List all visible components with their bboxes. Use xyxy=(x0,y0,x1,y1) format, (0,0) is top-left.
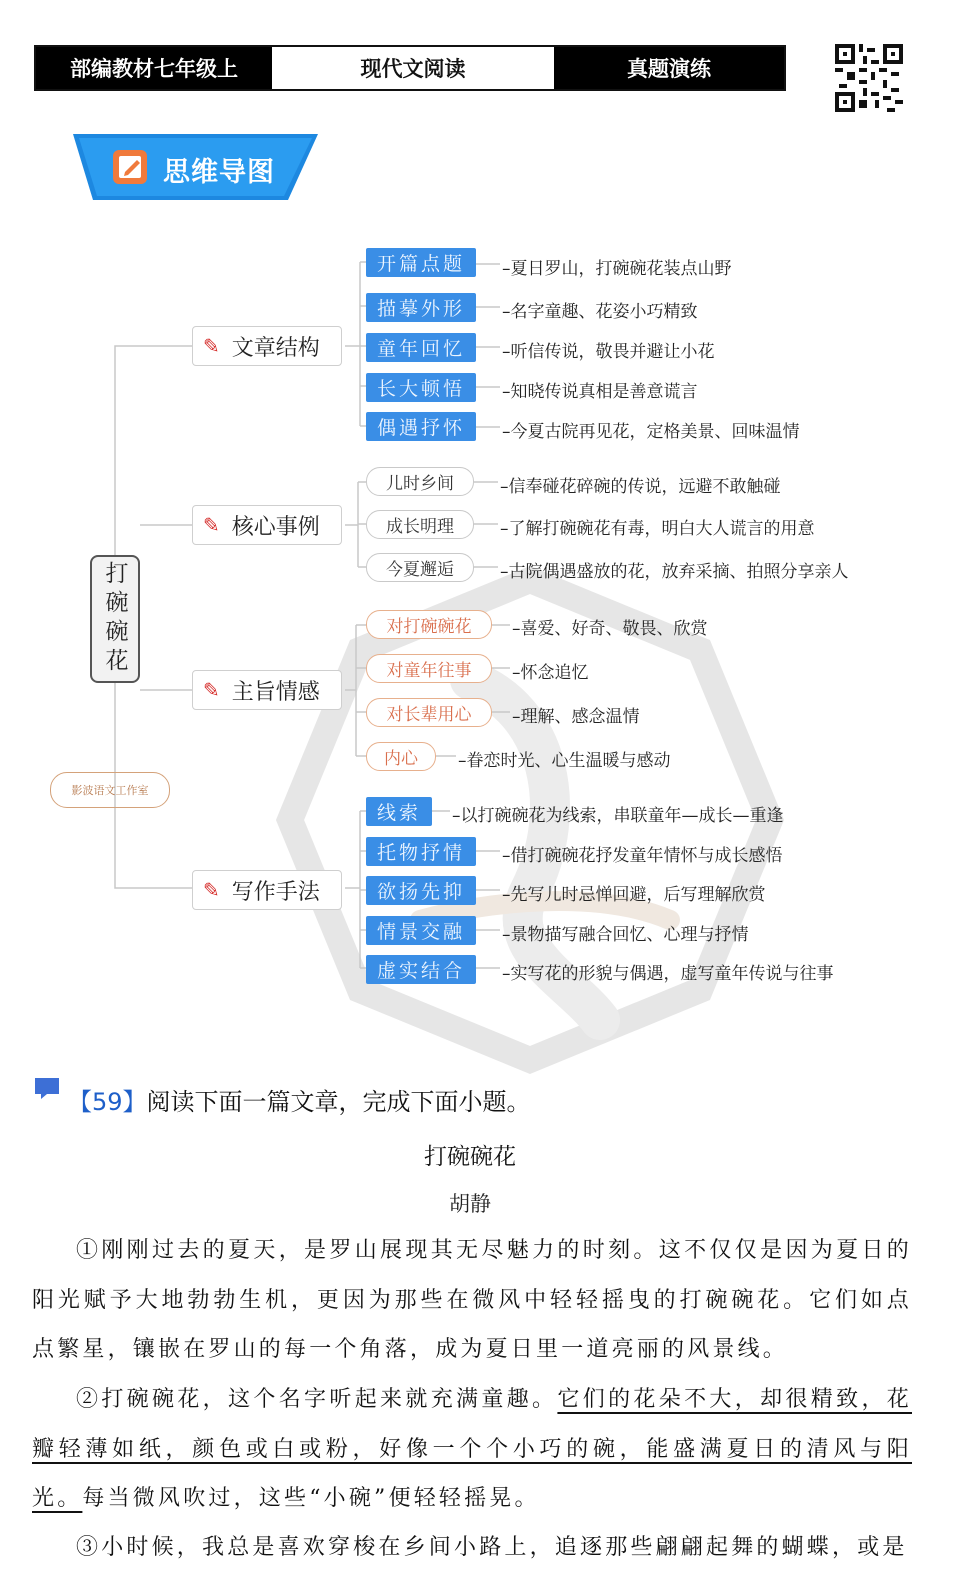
tag-node: 线索 xyxy=(366,797,432,826)
tag-node: 内心 xyxy=(366,742,436,771)
branch-core-examples xyxy=(192,505,342,545)
branch-label: 核心事例 xyxy=(231,514,320,540)
tag-node: 对打碗碗花 xyxy=(366,610,492,639)
question-number: 【59】 xyxy=(68,1088,147,1116)
pencil-icon: ✎ xyxy=(203,513,220,537)
pencil-icon: ✎ xyxy=(203,878,220,902)
branch-label: 文章结构 xyxy=(231,335,320,361)
tag-node: 长大顿悟 xyxy=(366,373,476,402)
pencil-icon: ✎ xyxy=(203,678,220,702)
tag-desc: –理解、感念温情 xyxy=(512,707,640,727)
tag-desc: –怀念追忆 xyxy=(512,663,589,683)
branch-label: 主旨情感 xyxy=(231,679,320,705)
tag-desc: –名字童趣、花姿小巧精致 xyxy=(502,302,698,322)
tag-desc: –了解打碗碗花有毒，明白大人谎言的用意 xyxy=(500,519,815,539)
tag-desc: –知晓传说真相是善意谎言 xyxy=(502,382,698,402)
tag-node: 虚实结合 xyxy=(366,955,476,984)
tag-node: 开篇点题 xyxy=(366,248,476,277)
underlined-sentence: 它们的花朵不大，却很精致，花瓣轻薄如纸，颜色或白或粉，好像一个个小巧的碗，能盛满夏日的清风与阳光。 xyxy=(32,1387,912,1511)
tag-node: 偶遇抒怀 xyxy=(366,412,476,441)
tag-node: 儿时乡间 xyxy=(366,467,474,496)
branch-label: 写作手法 xyxy=(231,879,320,905)
tag-desc: –以打碗碗花为线索，串联童年—成长—重逢 xyxy=(452,806,784,826)
question-prompt: 阅读下面一篇文章，完成下面小题。 xyxy=(146,1088,531,1116)
tag-node: 成长明理 xyxy=(366,510,474,539)
tag-node: 情景交融 xyxy=(366,916,476,945)
tag-node: 欲扬先抑 xyxy=(366,876,476,905)
branch-structure xyxy=(192,326,342,366)
tag-desc: –景物描写融合回忆、心理与抒情 xyxy=(502,925,749,945)
article-author: 胡静 xyxy=(449,1192,491,1216)
header-subject: 现代文阅读 xyxy=(272,47,554,89)
tag-desc: –眷恋时光、心生温暖与感动 xyxy=(458,751,671,771)
tag-desc: –古院偶遇盛放的花，放弃采摘、拍照分享亲人 xyxy=(500,562,849,582)
banner-label: 思维导图 xyxy=(163,157,275,188)
paragraph-2 xyxy=(32,1375,912,1524)
tag-node: 对童年往事 xyxy=(366,654,492,683)
tag-node: 童年回忆 xyxy=(366,333,476,362)
studio-stamp: 影波语文工作室 xyxy=(50,772,170,808)
header-section: 真题演练 xyxy=(554,47,784,89)
tag-node: 今夏邂逅 xyxy=(366,553,474,582)
tag-node: 托物抒情 xyxy=(366,837,476,866)
pencil-icon: ✎ xyxy=(203,334,220,358)
paragraph-1: ①刚刚过去的夏天，是罗山展现其无尽魅力的时刻。这不仅仅是因为夏日的阳光赋予大地勃勃生机，更因为那些在微风中轻轻摇曳的打碗碗花。它们如点点繁星，镶嵌在罗山的每一个角落，成为夏日里一道亮丽的风景线。 xyxy=(32,1238,912,1362)
tag-desc: –先写儿时忌惮回避，后写理解欣赏 xyxy=(502,885,766,905)
branch-writing-technique xyxy=(192,870,342,910)
tag-node: 对长辈用心 xyxy=(366,698,492,727)
tag-node: 描摹外形 xyxy=(366,293,476,322)
mindmap-root: 打碗碗花 xyxy=(90,555,140,683)
question-heading xyxy=(68,1082,531,1117)
paragraph-3: ③小时候，我总是喜欢穿梭在乡间小路上，追逐那些翩翩起舞的蝴蝶，或是 xyxy=(76,1535,908,1560)
tag-desc: –信奉碰花碎碗的传说，远避不敢触碰 xyxy=(500,477,781,497)
tag-desc: –听信传说，敬畏并避让小花 xyxy=(502,342,715,362)
tag-desc: –借打碗碗花抒发童年情怀与成长感悟 xyxy=(502,846,783,866)
tag-desc: –今夏古院再见花，定格美景、回味温情 xyxy=(502,422,800,442)
question-bookmark-icon xyxy=(33,1076,63,1100)
header-grade: 部编教材七年级上 xyxy=(36,47,272,89)
paragraph-2-c: 每当微风吹过，这些“小碗”便轻轻摇晃。 xyxy=(82,1486,540,1511)
tag-desc: –喜爱、好奇、敬畏、欣赏 xyxy=(512,619,708,639)
branch-theme-emotion xyxy=(192,670,342,710)
tag-desc: –实写花的形貌与偶遇，虚写童年传说与往事 xyxy=(502,964,834,984)
article-title: 打碗碗花 xyxy=(424,1144,516,1170)
paragraph-2-a: ②打碗碗花，这个名字听起来就充满童趣。 xyxy=(76,1387,558,1412)
tag-desc: –夏日罗山，打碗碗花装点山野 xyxy=(502,259,732,279)
